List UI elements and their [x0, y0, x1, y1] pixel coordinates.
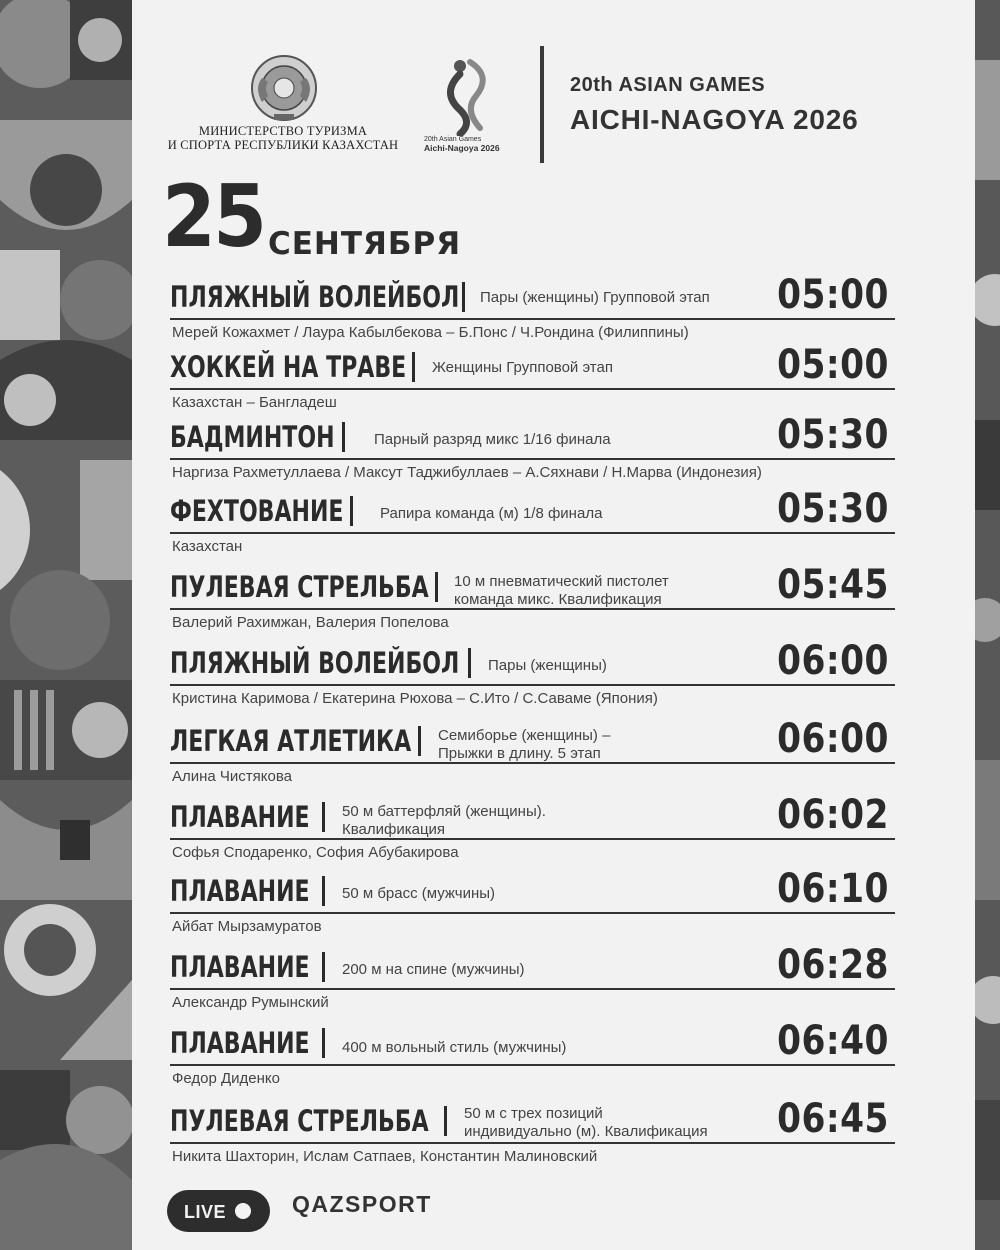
- event-description: Женщины Групповой этап: [432, 359, 613, 376]
- event-athletes: Александр Румынский: [172, 994, 329, 1011]
- event-description-line-2: команда микс. Квалификация: [454, 591, 662, 608]
- event-description: Пары (женщины) Групповой этап: [480, 289, 710, 306]
- event-time: 06:00: [777, 638, 889, 684]
- asian-games-logo-caption: [424, 136, 524, 152]
- logo-caption-line-1: 20th Asian Games: [424, 136, 482, 143]
- event-description: 200 м на спине (мужчины): [342, 961, 525, 978]
- event-athletes: Казахстан – Бангладеш: [172, 394, 337, 411]
- live-dot-icon: [235, 1203, 251, 1219]
- kazakhstan-emblem-icon: [250, 52, 318, 124]
- event-divider: [412, 352, 415, 382]
- event-row: [170, 866, 895, 935]
- event-description: 50 м баттерфляй (женщины).: [342, 803, 546, 820]
- event-sport: ПУЛЕВАЯ СТРЕЛЬБА: [170, 570, 429, 604]
- schedule-panel: [132, 0, 975, 1250]
- logo-caption-line-2: Aichi-Nagoya 2026: [424, 143, 500, 153]
- event-row: [170, 272, 895, 341]
- date-month: СЕНТЯБРЯ: [268, 226, 462, 262]
- event-athletes: Валерий Рахимжан, Валерия Попелова: [172, 614, 449, 631]
- event-athletes: Мерей Кожахмет / Лаура Кабылбекова – Б.Понс / Ч.Рондина (Филиппины): [172, 324, 689, 341]
- right-decorative-pattern: [975, 0, 1000, 1250]
- event-time: 06:10: [777, 866, 889, 912]
- event-divider: [322, 802, 325, 832]
- event-description: Семиборье (женщины) –: [438, 727, 611, 744]
- event-sport: ПЛЯЖНЫЙ ВОЛЕЙБОЛ: [170, 646, 460, 680]
- games-title-line-1: 20th ASIAN GAMES: [570, 74, 766, 96]
- event-row: [170, 638, 895, 707]
- event-time: 06:28: [777, 942, 889, 988]
- event-athletes: Никита Шахторин, Ислам Сатпаев, Константин Малиновский: [172, 1148, 598, 1165]
- event-sport: ПЛАВАНИЕ: [170, 874, 310, 908]
- left-decorative-pattern: [0, 0, 132, 1250]
- event-row: [170, 716, 895, 785]
- event-time: 05:00: [777, 272, 889, 318]
- event-row: [170, 342, 895, 411]
- date-day: 25: [162, 167, 265, 267]
- games-title-line-2: AICHI-NAGOYA 2026: [570, 104, 859, 135]
- event-sport: ПЛАВАНИЕ: [170, 800, 310, 834]
- live-label: LIVE: [184, 1202, 227, 1222]
- event-row: [170, 486, 895, 555]
- event-description: 50 м брасс (мужчины): [342, 885, 496, 902]
- ministry-name: [152, 124, 414, 152]
- event-sport: БАДМИНТОН: [170, 420, 335, 454]
- event-description: Парный разряд микс 1/16 финала: [374, 431, 611, 448]
- event-athletes: Федор Диденко: [172, 1070, 281, 1087]
- event-sport: ЛЕГКАЯ АТЛЕТИКА: [170, 724, 412, 758]
- event-time: 05:30: [777, 412, 889, 458]
- header-divider: [540, 46, 544, 163]
- event-description-line-2: индивидуально (м). Квалификация: [464, 1123, 708, 1140]
- ministry-line-1: МИНИСТЕРСТВО ТУРИЗМА: [198, 124, 368, 138]
- event-divider: [322, 952, 325, 982]
- event-athletes: Айбат Мырзамуратов: [172, 918, 322, 935]
- event-divider: [322, 1028, 325, 1058]
- event-divider: [444, 1106, 447, 1136]
- event-time: 06:02: [777, 792, 889, 838]
- brand-logo: QAZSPORT: [292, 1191, 432, 1217]
- event-row: [170, 792, 895, 861]
- event-athletes: Наргиза Рахметуллаева / Максут Таджибуллаев – А.Сяхнави / Н.Марва (Индонезия): [172, 464, 762, 481]
- event-row: [170, 412, 895, 481]
- event-row: [170, 1018, 895, 1087]
- event-description-line-2: Прыжки в длину. 5 этап: [438, 745, 601, 762]
- event-sport: ФЕХТОВАНИЕ: [170, 494, 344, 528]
- event-athletes: Алина Чистякова: [172, 768, 293, 785]
- event-row: [170, 942, 895, 1011]
- event-sport: ПУЛЕВАЯ СТРЕЛЬБА: [170, 1104, 429, 1138]
- event-row: [170, 1096, 895, 1165]
- event-sport: ПЛАВАНИЕ: [170, 950, 310, 984]
- event-divider: [462, 282, 465, 312]
- event-time: 05:45: [777, 562, 889, 608]
- event-divider: [342, 422, 345, 452]
- event-athletes: Казахстан: [172, 538, 243, 555]
- event-description: 50 м с трех позиций: [464, 1105, 603, 1122]
- ministry-line-2: И СПОРТА РЕСПУБЛИКИ КАЗАХСТАН: [167, 138, 399, 152]
- event-time: 06:45: [777, 1096, 889, 1142]
- event-athletes: Кристина Каримова / Екатерина Рюхова – С.Ито / С.Саваме (Япония): [172, 690, 658, 707]
- event-row: [170, 562, 895, 631]
- event-description: 10 м пневматический пистолет: [454, 573, 669, 590]
- event-divider: [468, 648, 471, 678]
- event-description: Рапира команда (м) 1/8 финала: [380, 505, 603, 522]
- event-time: 05:00: [777, 342, 889, 388]
- event-sport: ПЛАВАНИЕ: [170, 1026, 310, 1060]
- event-description: Пары (женщины): [488, 657, 607, 674]
- event-description: 400 м вольный стиль (мужчины): [342, 1039, 567, 1056]
- event-divider: [322, 876, 325, 906]
- event-time: 06:40: [777, 1018, 889, 1064]
- event-athletes: Софья Сподаренко, София Абубакирова: [172, 844, 459, 861]
- event-time: 06:00: [777, 716, 889, 762]
- header: [132, 0, 975, 170]
- event-description-line-2: Квалификация: [342, 821, 446, 838]
- event-divider: [418, 726, 421, 756]
- event-divider: [435, 572, 438, 602]
- event-sport: ПЛЯЖНЫЙ ВОЛЕЙБОЛ: [170, 280, 460, 314]
- event-divider: [350, 496, 353, 526]
- event-time: 05:30: [777, 486, 889, 532]
- live-badge[interactable]: [167, 1190, 270, 1232]
- event-sport: ХОККЕЙ НА ТРАВЕ: [170, 350, 407, 384]
